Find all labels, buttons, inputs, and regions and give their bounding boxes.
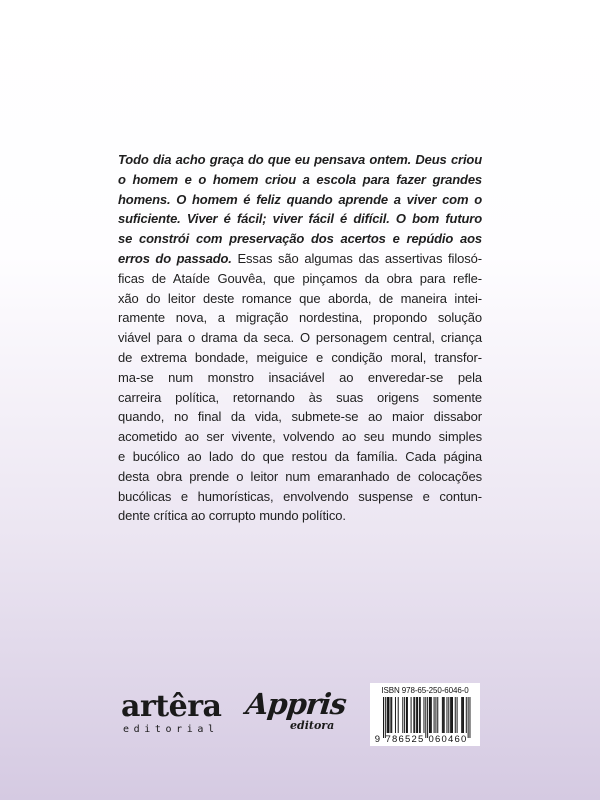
description-segment: de extrema bondade, meiguice e condição moral, transfor- [118, 349, 482, 365]
quote-segment: Todo dia acho graça do que eu pensava ontem. Deus criou [118, 152, 482, 167]
barcode-bar [463, 697, 464, 733]
barcode-bar [417, 697, 418, 733]
description-segment: acometido ao ser vivente, volvendo ao seu mundo simples [118, 429, 482, 445]
barcode-bar [434, 697, 435, 733]
barcode-bar [390, 697, 391, 733]
barcode-bar [429, 697, 430, 733]
barcode-bar [448, 697, 449, 733]
synopsis-line [118, 506, 482, 526]
synopsis-line [118, 388, 482, 408]
synopsis-line [118, 150, 482, 170]
artera-logo-wordmark: artêra [121, 689, 222, 724]
barcode-bar [419, 697, 420, 733]
quote-segment: erros do passado. [118, 250, 232, 266]
barcode-bar [404, 697, 405, 733]
barcode-bar [414, 697, 415, 733]
barcode-bar [442, 697, 443, 733]
synopsis-line [118, 190, 482, 210]
barcode-bar [443, 697, 444, 733]
artera-editorial-logo [121, 690, 233, 736]
barcode-bar [452, 697, 453, 733]
quote-segment: o homem e o homem criou a escola para fazer grandes [118, 171, 482, 187]
barcode-bar [391, 697, 392, 733]
synopsis-line [118, 328, 482, 348]
description-segment: Essas são algumas das assertivas filosó- [237, 250, 482, 266]
synopsis-line [118, 407, 482, 427]
artera-logo-subtitle: editorial [123, 724, 219, 735]
synopsis-line [118, 447, 482, 467]
isbn-barcode [370, 683, 480, 746]
barcode-bar [398, 697, 399, 733]
barcode-bar [450, 697, 451, 733]
synopsis-line [118, 289, 482, 309]
barcode-bar [451, 697, 452, 733]
synopsis-line [118, 229, 482, 249]
description-segment: carreira política, retornando às suas origens somente [118, 389, 482, 405]
synopsis-line [118, 170, 482, 190]
synopsis-line [118, 487, 482, 507]
synopsis-text [118, 150, 482, 526]
synopsis-line [118, 348, 482, 368]
appris-logo-subtitle: editora [290, 719, 335, 732]
barcode-bar [389, 697, 390, 733]
description-segment: viável para o drama da seca. O personagem central, criança [118, 330, 482, 346]
barcode-bar [420, 697, 421, 733]
barcode-bar [461, 697, 462, 733]
barcode-bar [457, 697, 458, 733]
barcode-first-digit: 9 [374, 734, 382, 745]
barcode-bar [455, 697, 456, 733]
barcode-bar [427, 697, 428, 738]
barcode-bar [395, 697, 396, 733]
barcode-bar [385, 697, 386, 738]
synopsis-line [118, 467, 482, 487]
synopsis-line [118, 368, 482, 388]
description-segment: ficas de Ataíde Gouvêa, que pinçamos da obra para refle- [118, 270, 482, 286]
description-segment: desta obra prende o leitor num emaranhado de colocações [118, 468, 482, 484]
quote-segment: se constrói com preservação dos acertos e repúdio aos [118, 231, 482, 247]
appris-logo-wordmark: Appris [244, 687, 348, 721]
barcode-left-digits: 786525 [385, 734, 425, 745]
barcode-bar [425, 697, 426, 738]
quote-segment: suficiente. Viver é fácil; viver fácil é difícil. O bom futuro [118, 211, 482, 227]
description-segment: ramente nova, a migração nordestina, propondo solução [118, 310, 482, 326]
barcode-bar [435, 697, 436, 733]
barcode-bar [468, 697, 469, 738]
description-segment: ma-se num monstro insaciável ao enveredar-se pela [118, 369, 482, 385]
barcode-bar [411, 697, 412, 733]
description-segment: xão do leitor deste romance que aborda, de maneira intei- [118, 290, 482, 306]
barcode-bar [430, 697, 431, 733]
barcode-bar [416, 697, 417, 733]
barcode-bar [462, 697, 463, 733]
barcode-bar [402, 697, 403, 733]
appris-editora-logo [246, 686, 356, 742]
description-segment: dente crítica ao corrupto mundo político. [118, 508, 346, 524]
barcode-bar [407, 697, 408, 733]
barcode-bar [423, 697, 424, 733]
quote-segment: homens. O homem é feliz quando aprende a viver com o [118, 191, 482, 207]
barcode-bar [406, 697, 407, 733]
synopsis-line [118, 249, 482, 269]
isbn-label: ISBN 978-65-250-6046-0 [381, 686, 469, 695]
barcode-bar [383, 697, 384, 738]
barcode-bar [387, 697, 388, 733]
description-segment: e bucólico ao lado do que restou da família. Cada página [118, 448, 482, 464]
barcode-bar [431, 697, 432, 733]
synopsis-line [118, 427, 482, 447]
barcode-bar [444, 697, 445, 733]
barcode-bar [466, 697, 467, 733]
barcode-bar [446, 697, 447, 733]
barcode-bar [388, 697, 389, 733]
description-segment: bucólicas e humorísticas, envolvendo suspense e contun- [118, 488, 482, 504]
barcode-bar [413, 697, 414, 733]
synopsis-line [118, 269, 482, 289]
description-segment: quando, no final da vida, submete-se ao maior dissabor [118, 409, 482, 425]
barcode-right-digits: 060460 [428, 734, 468, 745]
synopsis-line [118, 209, 482, 229]
synopsis-line [118, 308, 482, 328]
barcode-bar [469, 697, 470, 738]
barcode-bar [437, 697, 438, 733]
